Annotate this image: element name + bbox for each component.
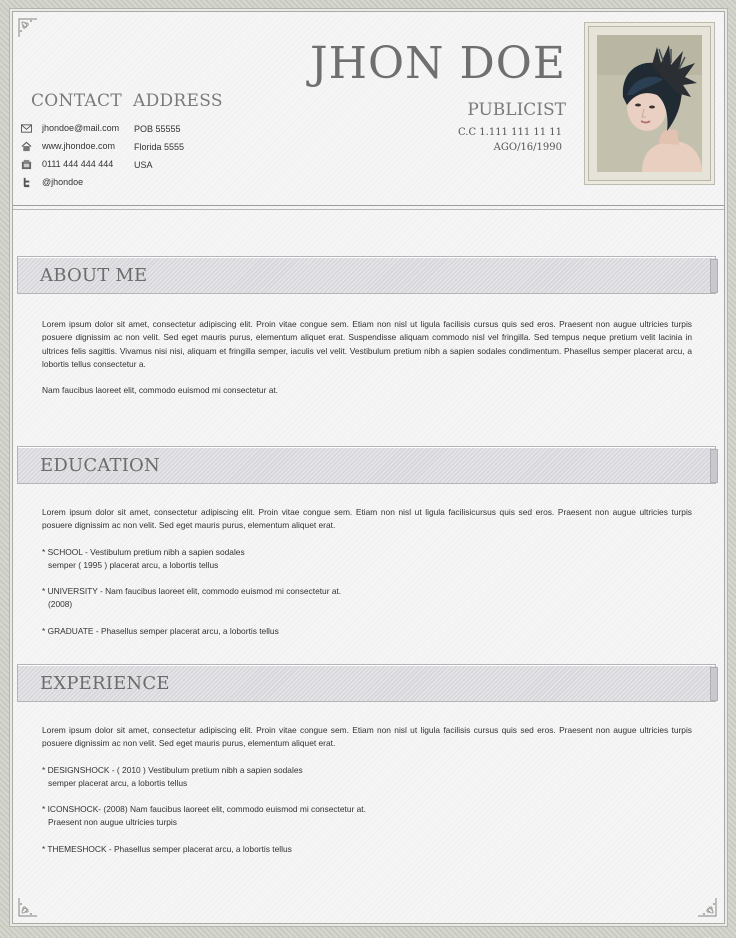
- phone-icon: [20, 158, 32, 170]
- address-heading: ADDRESS: [133, 91, 223, 111]
- band-end: [710, 449, 718, 483]
- experience-heading: EXPERIENCE: [40, 673, 170, 694]
- education-text: [42, 506, 692, 638]
- education-intro: Lorem ipsum dolor sit amet, consectetur adipiscing elit. Proin vitae congue sem. Etiam non nisl ut ligula facilisicursus quis sed eros. Praesent non augue ultricies turpis posuere dignissim ac non velit. Sed eget mauris purus, elementum aliquet erat.: [42, 507, 692, 531]
- band-end: [710, 667, 718, 701]
- education-section-header: [17, 446, 716, 484]
- corner-ornament-icon: [17, 17, 39, 39]
- address-block: [134, 120, 184, 174]
- about-paragraph: Lorem ipsum dolor sit amet, consectetur adipiscing elit. Proin vitae congue sem. Etiam non nisl ut ligula facilisis cursus quis sed eros. Praesent non augue ultricies turpis posuere dignissim ac non velit. Sed eget mauris purus, elementum aliquet erat. Suspendisse aliquam commodo nisl vel fringilla. Sed tempus neque pretium velit lacinia in ultrices felis sagittis. Vivamus nisi nisi, aliquam et fringilla semper, iaculis vel velit. Vestibulum pretium nibh a sapien sodales condimentum. Phasellus semper placerat arcu, a lobortis tellus consectetur a.: [42, 319, 692, 369]
- experience-item: * ICONSHOCK- (2008) Nam faucibus laoreet elit, commodo euismod mi consectetur at.: [42, 804, 366, 815]
- education-item: * GRADUATE - Phasellus semper placerat arcu, a lobortis tellus: [42, 625, 279, 636]
- about-paragraph: Nam faucibus laoreet elit, commodo euismod mi consectetur at.: [42, 385, 279, 396]
- twitter-icon: [20, 176, 32, 188]
- mail-icon: [20, 122, 32, 134]
- education-item: * SCHOOL - Vestibulum pretium nibh a sapien sodales: [42, 546, 245, 557]
- contact-email-value: jhondoe@mail.com: [42, 123, 120, 133]
- contact-heading: CONTACT: [31, 91, 122, 111]
- avatar: [597, 35, 702, 172]
- home-icon: [20, 140, 32, 152]
- resume-page: [12, 11, 725, 924]
- education-item: * UNIVERSITY - Nam faucibus laoreet elit, commodo euismod mi consectetur at.: [42, 586, 342, 597]
- experience-item-detail: Praesent non augue ultricies turpis: [48, 817, 177, 828]
- id-number: C.C 1.111 111 11 11: [457, 127, 562, 138]
- contact-phone-value: 0111 444 444 444: [42, 159, 114, 169]
- experience-item: * THEMESHOCK - Phasellus semper placerat arcu, a lobortis tellus: [42, 843, 292, 854]
- birth-date: AGO/16/1990: [493, 142, 562, 153]
- header-divider: [13, 205, 724, 210]
- address-line: USA: [134, 160, 153, 170]
- about-section-header: [17, 256, 716, 294]
- experience-intro: Lorem ipsum dolor sit amet, consectetur adipiscing elit. Proin vitae congue sem. Etiam non nisl ut ligula facilisis cursus quis sed eros. Praesent non augue ultricies turpis posuere dignissim ac non velit. Sed eget mauris purus, elementum aliquet erat.: [42, 725, 692, 749]
- education-item-detail: semper ( 1995 ) placerat arcu, a lobortis tellus: [48, 559, 219, 570]
- contact-email[interactable]: [20, 119, 119, 137]
- contact-twitter-value: @jhondoe: [42, 177, 84, 187]
- corner-ornament-icon: [17, 896, 39, 918]
- experience-section-header: [17, 664, 716, 702]
- about-text: [42, 318, 692, 397]
- profile-photo: [588, 26, 711, 181]
- person-name: JHON DOE: [309, 38, 566, 89]
- address-line: POB 55555: [134, 124, 181, 134]
- education-heading: EDUCATION: [40, 455, 160, 476]
- address-line: Florida 5555: [134, 142, 185, 152]
- experience-item-detail: semper placerat arcu, a lobortis tellus: [48, 777, 188, 788]
- contact-phone[interactable]: [20, 155, 119, 173]
- contact-list: [20, 119, 119, 191]
- contact-twitter[interactable]: [20, 173, 119, 191]
- personal-details: [458, 125, 562, 155]
- about-heading: ABOUT ME: [40, 265, 148, 286]
- contact-website-value: www.jhondoe.com: [42, 141, 116, 151]
- contact-website[interactable]: [20, 137, 119, 155]
- corner-ornament-icon: [696, 896, 718, 918]
- experience-item: * DESIGNSHOCK - ( 2010 ) Vestibulum pretium nibh a sapien sodales: [42, 764, 303, 775]
- education-item-detail: (2008): [48, 599, 73, 610]
- experience-text: [42, 724, 692, 856]
- band-end: [710, 259, 718, 293]
- job-title: PUBLICIST: [467, 100, 566, 120]
